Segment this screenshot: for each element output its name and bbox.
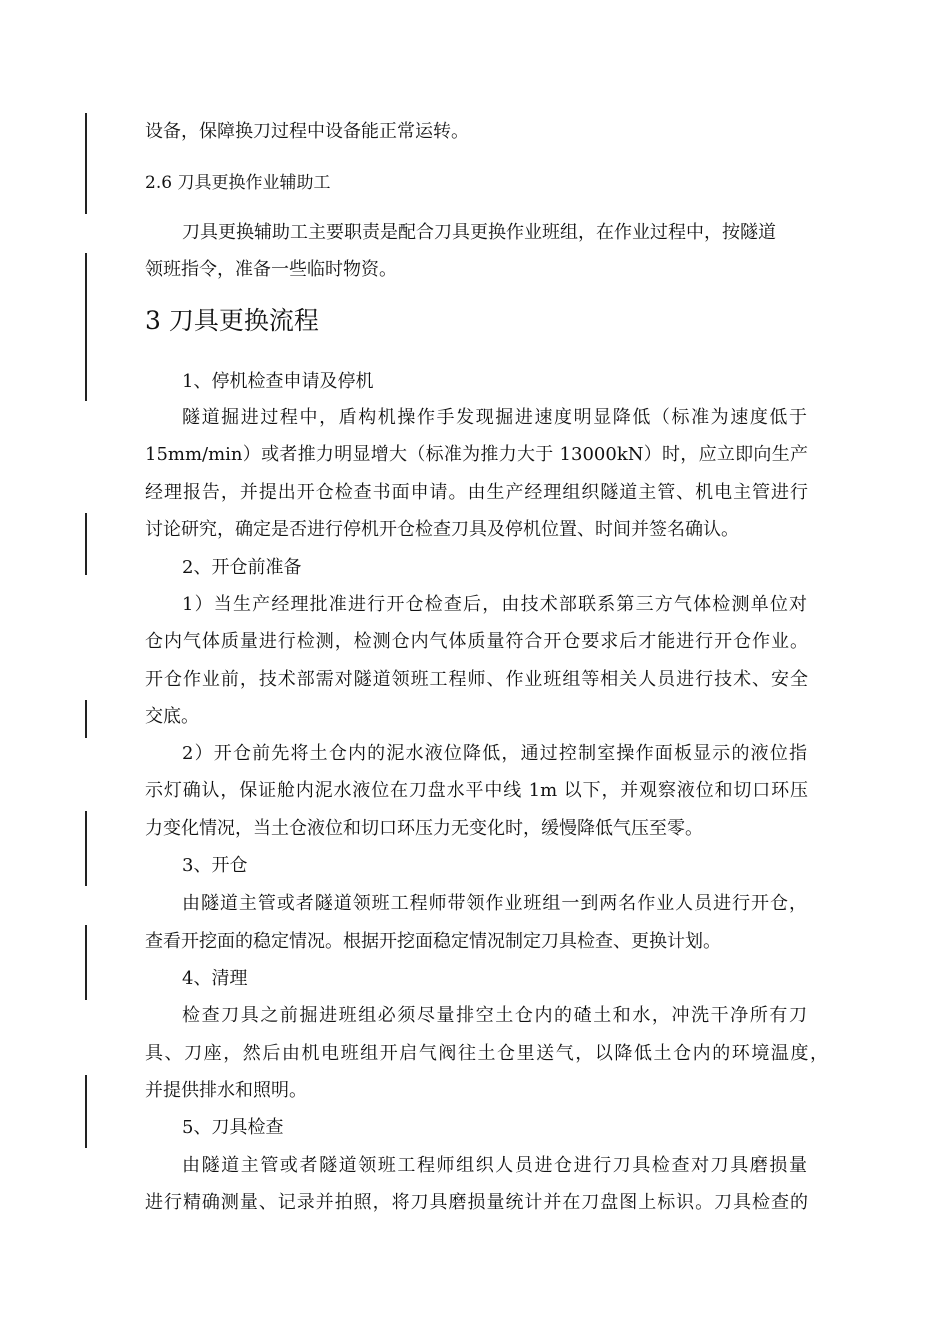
paragraph-line: 开仓作业前，技术部需对隧道领班工程师、作业班组等相关人员进行技术、安全 <box>145 669 808 690</box>
revision-bar <box>85 513 87 575</box>
chapter-heading: 3 刀具更换流程 <box>145 306 319 335</box>
step-heading: 5、刀具检查 <box>182 1117 284 1138</box>
paragraph-line: 由隧道主管或者隧道领班工程师组织人员进仓进行刀具检查对刀具磨损量 <box>182 1155 807 1176</box>
revision-bar <box>85 253 87 401</box>
paragraph-line: 具、刀座，然后由机电班组开启气阀往土仓里送气，以降低土仓内的环境温度， <box>145 1043 828 1064</box>
paragraph-line: 讨论研究，确定是否进行停机开仓检查刀具及停机位置、时间并签名确认。 <box>145 519 739 540</box>
revision-bar <box>85 113 87 214</box>
paragraph-line: 设备，保障换刀过程中设备能正常运转。 <box>145 121 469 142</box>
paragraph-line: 仓内气体质量进行检测，检测仓内气体质量符合开仓要求后才能进行开仓作业。 <box>145 631 808 652</box>
paragraph-line: 刀具更换辅助工主要职责是配合刀具更换作业班组，在作业过程中，按隧道 <box>182 222 776 243</box>
paragraph-line: 经理报告，并提出开仓检查书面申请。由生产经理组织隧道主管、机电主管进行 <box>145 482 808 503</box>
paragraph-line: 查看开挖面的稳定情况。根据开挖面稳定情况制定刀具检查、更换计划。 <box>145 931 721 952</box>
step-heading: 3、开仓 <box>182 855 248 876</box>
paragraph-line: 交底。 <box>145 706 199 727</box>
paragraph-line: 并提供排水和照明。 <box>145 1080 307 1101</box>
revision-bar <box>85 1075 87 1148</box>
paragraph-line: 检查刀具之前掘进班组必须尽量排空土仓内的碴土和水，冲洗干净所有刀 <box>182 1005 807 1026</box>
paragraph-line: 1）当生产经理批准进行开仓检查后，由技术部联系第三方气体检测单位对 <box>182 594 807 615</box>
paragraph-line: 力变化情况，当土仓液位和切口环压力无变化时，缓慢降低气压至零。 <box>145 818 703 839</box>
step-heading: 1、停机检查申请及停机 <box>182 371 374 392</box>
paragraph-line: 2）开仓前先将土仓内的泥水液位降低，通过控制室操作面板显示的液位指 <box>182 743 807 764</box>
section-heading: 2.6 刀具更换作业辅助工 <box>145 173 331 193</box>
step-heading: 2、开仓前准备 <box>182 557 302 578</box>
revision-bar <box>85 925 87 1000</box>
paragraph-line: 15mm/min）或者推力明显增大（标准为推力大于 13000kN）时，应立即向生产 <box>145 444 808 465</box>
paragraph-line: 领班指令，准备一些临时物资。 <box>145 259 397 280</box>
paragraph-line: 由隧道主管或者隧道领班工程师带领作业班组一到两名作业人员进行开仓， <box>182 893 807 914</box>
revision-bar <box>85 811 87 886</box>
paragraph-line: 示灯确认，保证舱内泥水液位在刀盘水平中线 1m 以下，并观察液位和切口环压 <box>145 780 808 801</box>
revision-bar <box>85 700 87 738</box>
paragraph-line: 进行精确测量、记录并拍照，将刀具磨损量统计并在刀盘图上标识。刀具检查的 <box>145 1192 808 1213</box>
step-heading: 4、清理 <box>182 968 248 989</box>
paragraph-line: 隧道掘进过程中，盾构机操作手发现掘进速度明显降低（标准为速度低于 <box>182 407 807 428</box>
